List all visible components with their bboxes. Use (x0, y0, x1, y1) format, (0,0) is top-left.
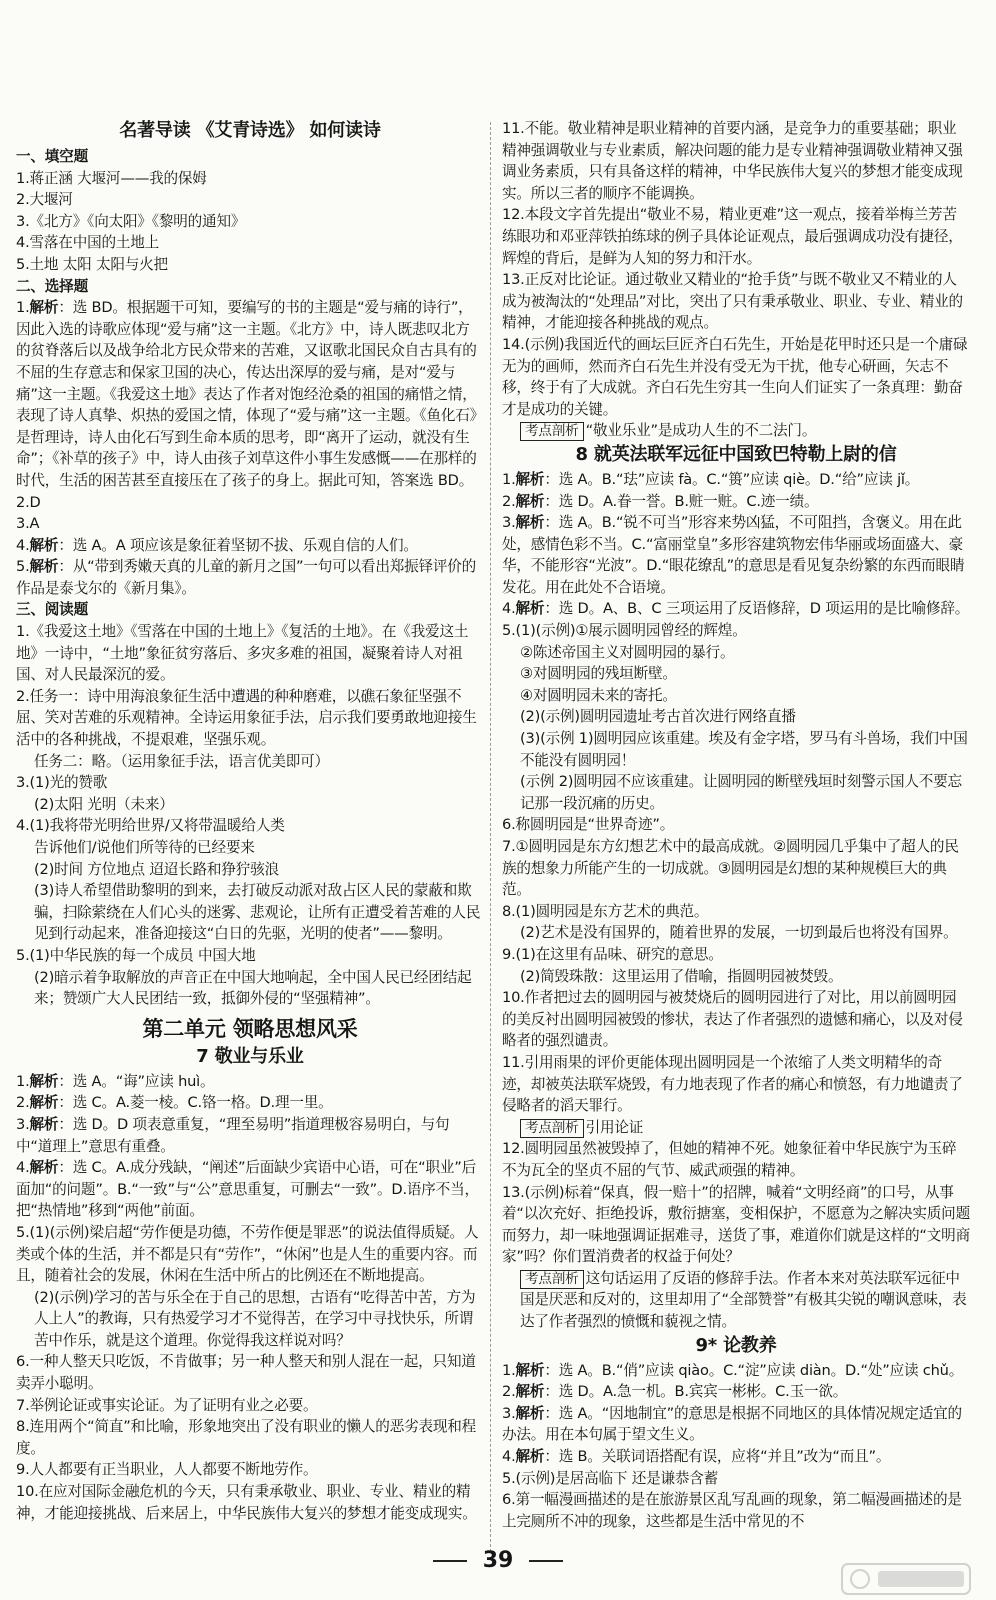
answer-item (16, 1459, 484, 1481)
answer-text: 4.雪落在中国的土地上 (16, 234, 160, 252)
answer-subitem (16, 794, 484, 816)
answer-item (16, 211, 484, 233)
answer-text: ：选 D。A.眷一誉。B.赃一赃。C.迹一绩。 (544, 492, 819, 510)
page-number-dash-left (433, 1560, 467, 1562)
answer-item (16, 297, 484, 491)
answer-text: 9.(1)在这里有品味、研究的意思。 (502, 945, 723, 963)
lesson-title (502, 1333, 970, 1358)
answer-text: ②陈述帝国主义对圆明园的暴行。 (520, 643, 735, 661)
answer-subitem (502, 685, 970, 707)
answer-text: 6.称圆明园是“世界奇迹”。 (502, 816, 675, 834)
answer-item (502, 118, 970, 204)
answer-subitem (502, 642, 970, 664)
answer-item (16, 492, 484, 514)
answer-item (16, 1395, 484, 1417)
answer-text: 这句话运用了反语的修辞手法。作者本来对英法联军远征中国是厌恶和反对的，这里却用了“全部赞誉”有极其尖锐的嘲讽意味，表达了作者强烈的愤慨和藐视之情。 (520, 1269, 967, 1331)
answer-text: ：选 C。A.成分残缺，“阐述”后面缺少宾语中心语，可在“职业”后面加“的问题”。B.“一致”与“公”意思重复，可删去“一致”。D.语序不当，把“热情地”移到“两他”前面。 (16, 1159, 479, 1220)
answer-text: “敬业乐业”是成功人生的不二法门。 (585, 422, 817, 440)
answer-number: 2. (502, 492, 516, 510)
page-number-dash-right (529, 1560, 563, 1562)
answer-text: 2.大堰河 (16, 191, 73, 209)
answer-text: ：从“带到秀嫩天真的儿童的新月之国”一句可以看出郑振铎评价的作品是泰戈尔的《新月集》。 (16, 558, 477, 597)
answer-item (502, 512, 970, 598)
answer-text: 5.(示例)是居高临下 还是谦恭含蓄 (502, 1469, 719, 1487)
answer-item (502, 1381, 970, 1403)
key-point-tag: 考点剖析 (520, 422, 584, 441)
answer-item (502, 269, 970, 334)
answer-number: 3. (16, 1115, 30, 1133)
answer-text: (2)(示例)圆明园遗址考古首次进行网络直播 (520, 708, 796, 726)
answer-text: 3.A (16, 515, 40, 533)
answer-text: 12.本段文字首先提出“敬业不易，精业更难”这一观点，接着举梅兰芳苦练眼功和邓亚萍铁拍练球的例子具体论证观点，最后强调成功没有捷径，辉煌的背后，是鲜为人知的努力和汗水。 (502, 206, 963, 267)
answer-subitem (502, 922, 970, 944)
answer-number: 4. (16, 536, 30, 554)
question-type-heading (16, 599, 484, 621)
answer-subitem (16, 751, 484, 773)
answer-text: 一、填空题 (16, 148, 88, 165)
answer-item (502, 987, 970, 1052)
answer-text: (2)暗示着争取解放的声音正在中国大地响起，全中国人民已经团结起来；赞颂广大人民团结一致，抵御外侵的“坚强精神”。 (34, 968, 472, 1008)
answer-text: ：选 C。A.菱一棱。C.铬一格。D.理一里。 (58, 1094, 333, 1112)
answer-text: 5.(1)中华民族的每一个成员 中国大地 (16, 946, 256, 964)
answer-item (16, 1222, 484, 1287)
answer-text: 二、选择题 (16, 277, 88, 295)
answer-subitem (16, 859, 484, 881)
analysis-label: 解析 (515, 1361, 545, 1379)
analysis-label: 解析 (29, 558, 59, 576)
answer-subitem (502, 1268, 970, 1333)
answer-text: (2)艺术是没有国界的，随着世界的发展，一切到最后也将没有国界。 (520, 924, 958, 942)
answer-item (16, 189, 484, 211)
answer-text: 引用论证 (585, 1118, 644, 1136)
answer-item (502, 1360, 970, 1382)
answer-subitem (16, 967, 484, 1010)
answer-text: 11.不能。敬业精神是职业精神的首要内涵，是竞争力的重要基础；职业精神强调敬业与专业素质，解决问题的能力是专业精神强调敬业精神又强调业务素质，只有具备这样的精神，中华民族伟大复兴的梦想才能变成现实。所以三者的顺序不能调换。 (502, 120, 963, 202)
left-column (16, 118, 484, 1524)
answer-item (16, 815, 484, 837)
answer-item (16, 232, 484, 254)
answer-item (502, 1468, 970, 1490)
answer-text: 2.任务一：诗中用海浪象征生活中遭遇的种种磨难，以礁石象征坚强不屈、笑对苦难的乐观精神。全诗运用象征手法，启示我们要勇敢地迎接生活中的各种挑战，不提艰难，坚强乐观。 (16, 687, 477, 749)
question-type-heading (16, 146, 484, 168)
answer-item (16, 945, 484, 967)
answer-text: 3.(1)光的赞歌 (16, 774, 108, 792)
answer-item (16, 1157, 484, 1222)
answer-number: 1. (16, 299, 30, 317)
answer-item (16, 556, 484, 599)
answer-text: 13.正反对比论证。通过敬业又精业的“抢手货”与既不敬业又不精业的人成为被淘汰的“处理品”对比，突出了只有秉承敬业、职业、专业、精业的精神，才能迎接各种挑战的观点。 (502, 271, 963, 332)
watermark-logo-icon (840, 1562, 972, 1596)
analysis-label: 解析 (515, 1448, 545, 1466)
answer-item (16, 535, 484, 557)
answer-text: 10.在应对国际金融危机的今天，只有秉承敬业、职业、专业、精业的精神，才能迎接挑战、后来居上，中华民族伟大复兴的梦想才能变成现实。 (16, 1483, 477, 1522)
answer-subitem (16, 880, 484, 945)
answer-item (16, 1092, 484, 1114)
answer-text: ：选 A。B.“珐”应读 fà。C.“篑”应读 qiè。D.“给”应读 jǐ。 (544, 470, 920, 488)
answer-text: 任务二：略。（运用象征手法，语言优美即可） (34, 752, 329, 770)
answer-text: (2)简毁珠散：这里运用了借喻，指圆明园被焚毁。 (520, 967, 843, 985)
answer-item (16, 254, 484, 276)
answer-item (502, 836, 970, 901)
answer-text: ：选 A。B.“俏”应读 qiào。C.“淀”应读 diàn。D.“处”应读 chǔ。 (544, 1361, 964, 1379)
answer-text: (2)太阳 光明（未来） (34, 795, 174, 813)
answer-item (502, 334, 970, 420)
analysis-label: 解析 (515, 1404, 545, 1422)
analysis-label: 解析 (515, 600, 545, 618)
answer-item (16, 1351, 484, 1394)
answer-item (502, 1489, 970, 1532)
answer-item (502, 1403, 970, 1446)
answer-text: 3.《北方》《向太阳》《黎明的通知》 (16, 212, 246, 230)
answer-item (502, 204, 970, 269)
answer-text: 6.第一幅漫画描述的是在旅游景区乱写乱画的现象，第二幅漫画描述的是上完厕所不冲的现象，这些都是生活中常见的不 (502, 1491, 962, 1530)
answer-text: 7 敬业与乐业 (196, 1045, 304, 1067)
answer-text: ：选 A。B.“锐不可当”形容来势凶猛，不可阻挡，含褒义。用在此处，感情色彩不当。C.“富丽堂皇”多形容建筑物宏伟华丽或场面盛大、豪华，不能形容“光波”。D.“眼花缭乱”的意思是看见复杂纷繁的东西而眼睛发花。用在此处不合语境。 (502, 514, 965, 596)
answer-item (16, 1416, 484, 1459)
answer-text: 5.土地 太阳 太阳与火把 (16, 255, 168, 273)
answer-text: ：选 B。关联词语搭配有误，应将“并且”改为“而且”。 (544, 1448, 891, 1466)
section-title (16, 118, 484, 144)
analysis-label: 解析 (29, 1115, 59, 1133)
answer-number: 2. (502, 1383, 516, 1401)
answer-text: ：选 D。D 项表意重复，“理至易明”指道理极容易明白，与句中“道理上”意思有重叠。 (16, 1115, 450, 1155)
analysis-label: 解析 (515, 1383, 545, 1401)
answer-number: 4. (502, 1448, 516, 1466)
answer-item (16, 1481, 484, 1524)
answer-text: 告诉他们/说他们所等待的已经要来 (34, 839, 255, 856)
answer-text: 第二单元 领略思想风采 (142, 1016, 358, 1041)
answer-number: 1. (16, 1072, 30, 1090)
answer-item (502, 1052, 970, 1117)
answer-item (502, 1138, 970, 1181)
answer-text: 1.蒋正涵 大堰河——我的保姆 (16, 169, 207, 187)
answer-subitem (16, 837, 484, 859)
answer-text: ：选 A。A 项应该是象征着坚韧不拔、乐观自信的人们。 (58, 536, 418, 554)
answer-text: 11.引用雨果的评价更能体现出圆明园是一个浓缩了人类文明精华的奇迹，却被英法联军烧毁，有力地表现了作者的痛心和愤怒，有力地谴责了侵略者的滔天罪行。 (502, 1053, 963, 1115)
analysis-label: 解析 (29, 1072, 59, 1090)
answer-item (502, 620, 970, 642)
answer-subitem (16, 1287, 484, 1352)
answer-text: (2)(示例)学习的苦与乐全在于自己的思想，古语有“吃得苦中苦，方为人上人”的教诲，只有热爱学习才不觉得苦，在学习中寻找快乐，所谓苦中作乐，就是这个道理。你觉得我这样说对吗？ (34, 1288, 476, 1349)
answer-text: 7.①圆明园是东方幻想艺术中的最高成就。②圆明园几乎集中了超人的民族的想象力所能产生的一切成就。③圆明园是幻想的某种规模巨大的典范。 (502, 838, 959, 899)
analysis-label: 解析 (29, 299, 59, 317)
answer-subitem (502, 1117, 970, 1139)
answer-text: (3)诗人希望借助黎明的到来，去打破反动派对敌占区人民的蒙蔽和欺骗，扫除萦绕在人们心头的迷雾、悲观论，让所有正遭受着苦难的人民见到行动起来，准备迎接这“白日的先驱，光明的使者”——黎明。 (34, 882, 481, 943)
answer-text: 2.D (16, 493, 41, 511)
answer-item (16, 686, 484, 751)
answer-item (502, 598, 970, 620)
answer-item (16, 621, 484, 686)
column-divider (490, 122, 492, 1552)
answer-text: ④对圆明园未来的寄托。 (520, 686, 677, 704)
answer-item (16, 1071, 484, 1093)
answer-item (16, 1114, 484, 1157)
answer-item (502, 1182, 970, 1268)
answer-item (502, 901, 970, 923)
answer-number: 4. (502, 600, 516, 618)
answer-subitem (502, 771, 970, 814)
answer-text: ：选 D。A、B、C 三项运用了反语修辞，D 项运用的是比喻修辞。 (544, 600, 970, 618)
answer-text: ：选 A。“诲”应读 huì。 (58, 1072, 215, 1090)
answer-text: 4.(1)我将带光明给世界/又将带温暖给人类 (16, 817, 285, 835)
answer-number: 2. (16, 1094, 30, 1112)
answer-text: 名著导读 《艾青诗选》 如何读诗 (119, 120, 381, 141)
lesson-title (502, 442, 970, 467)
analysis-label: 解析 (29, 1094, 59, 1112)
answer-subitem (502, 663, 970, 685)
answer-number: 1. (502, 470, 516, 488)
lesson-title (16, 1044, 484, 1069)
answer-text: (示例 2)圆明园不应该重建。让圆明园的断壁残垣时刻警示国人不要忘记那一段沉痛的历史。 (520, 773, 962, 812)
answer-text: 8.(1)圆明园是东方艺术的典范。 (502, 902, 709, 920)
answer-text: ③对圆明园的残垣断壁。 (520, 665, 677, 683)
answer-text: 6.一种人整天只吃饭，不肯做事；另一种人整天和别人混在一起，只知道卖弄小聪明。 (16, 1353, 476, 1393)
analysis-label: 解析 (29, 1159, 59, 1177)
answer-number: 1. (502, 1361, 516, 1379)
watermark-logo-graphic (840, 1562, 972, 1596)
answer-text: 1.《我爱这土地》《雪落在中国的土地上》《复活的土地》。在《我爱这土地》一诗中，“土地”象征贫穷落后、多灾多难的祖国，凝聚着诗人对祖国、对人民最深沉的爱。 (16, 623, 469, 684)
answer-text: (2)时间 方位地点 迢迢长路和狰狞骇浪 (34, 860, 279, 878)
analysis-label: 解析 (515, 492, 545, 510)
answer-item (16, 772, 484, 794)
answer-number: 3. (502, 1404, 516, 1422)
answer-subitem (502, 420, 970, 442)
unit-title (16, 1014, 484, 1044)
answer-text: 9.人人都要有正当职业，人人都要不断地劳作。 (16, 1461, 318, 1479)
answer-item (502, 1446, 970, 1468)
answer-item (16, 168, 484, 190)
answer-text: 5.(1)(示例)①展示圆明园曾经的辉煌。 (502, 622, 747, 640)
answer-text: 14.(示例)我国近代的画坛巨匠齐白石先生，开始是花甲时还只是一个庸碌无为的画师，然而齐白石先生并没有受无为干扰，他专心研画，矢志不移，终于有了大成就。齐白石先生穷其一生向人们证实了一条真理：勤奋才是成功的关键。 (502, 335, 968, 418)
answer-number: 5. (16, 558, 30, 576)
right-column (502, 118, 970, 1532)
answer-text: 7.举例论证或事实论证。为了证明有业之必要。 (16, 1396, 318, 1414)
answer-text: 5.(1)(示例)梁启超“劳作便是功德，不劳作便是罪恶”的说法值得质疑。人类或个体的生活，并不都是只有“劳作”，“休闲”也是人生的重要内容。而且，随着社会的发展，休闲在生活中所占的比例还在不断地提高。 (16, 1223, 479, 1285)
answer-text: 8.连用两个“简直”和比喻，形象地突出了没有职业的懒人的恶劣表现和程度。 (16, 1418, 477, 1457)
answer-item (502, 944, 970, 966)
page-number-text: 39 (482, 1548, 514, 1573)
answer-text: ：选 A。“因地制宜”的意思是根据不同地区的具体情况规定适宜的办法。用在本句属于望文生义。 (502, 1404, 962, 1444)
answer-text: 10.作者把过去的圆明园与被焚烧后的圆明园进行了对比，用以前圆明园的美反衬出圆明园被毁的惨状，表达了作者强烈的遗憾和痛心，以及对侵略者的强烈谴责。 (502, 989, 963, 1050)
answer-item (502, 814, 970, 836)
answer-text: 三、阅读题 (16, 601, 88, 619)
answer-text: ：选 D。A.急一机。B.宾宾一彬彬。C.玉一欲。 (544, 1383, 848, 1401)
analysis-label: 解析 (515, 470, 545, 488)
answer-text: 12.圆明园虽然被毁掉了，但她的精神不死。她象征着中华民族宁为玉碎不为瓦全的坚贞不屈的气节、威武顽强的精神。 (502, 1140, 957, 1179)
answer-text: 8 就英法联军远征中国致巴特勒上尉的信 (575, 443, 897, 465)
answer-number: 4. (16, 1159, 30, 1177)
answer-text: 13.(示例)标着“保真，假一赔十”的招牌，喊着“文明经商”的口号，从事着“以次充好、拒绝投诉，敷衍搪塞，变相保护，不愿意为之解决实质问题而努力，却一味地强调证据难寻，送货了事，难道你们就是这样的“文明商家”吗？你们置消费者的权益于何处？ (502, 1183, 970, 1266)
answer-item (502, 491, 970, 513)
answer-subitem (502, 966, 970, 988)
answer-item (16, 513, 484, 535)
answer-text: (3)(示例 1)圆明园应该重建。埃及有金字塔，罗马有斗兽场，我们中国不能没有圆明园！ (520, 730, 968, 769)
key-point-tag: 考点剖析 (520, 1270, 584, 1289)
analysis-label: 解析 (29, 536, 59, 554)
answer-text: ：选 BD。根据题干可知，要编写的书的主题是“爱与痛的诗行”，因此入选的诗歌应体现“爱与痛”这一主题。《北方》中，诗人既悲叹北方的贫脊落后以及战争给北方民众带来的苦难，又讴歌北国民众自古具有的不屈的生存意志和保家卫国的决心，传达出深厚的爱与痛，是对“爱与痛”这一主题。《我爱这土地》表达了作者对饱经沧桑的祖国的痛惜之情，表现了诗人真挚、炽热的爱国之情，体现了“爱与痛”这一主题。《鱼化石》是哲理诗，诗人由化石写到生命本质的思考，即“离开了运动，就没有生命”；《补草的孩子》中，诗人由孩子刘草这件小事生发感慨——在那样的时代，生活的困苦甚至直接压在了孩子的身上。据此可知，答案选 BD。 (16, 299, 477, 489)
answer-subitem (502, 728, 970, 771)
answer-subitem (502, 706, 970, 728)
answer-text: 9* 论教养 (695, 1334, 777, 1356)
question-type-heading (16, 276, 484, 298)
key-point-tag: 考点剖析 (520, 1119, 584, 1138)
analysis-label: 解析 (515, 514, 545, 532)
answer-item (502, 469, 970, 491)
answer-number: 3. (502, 514, 516, 532)
